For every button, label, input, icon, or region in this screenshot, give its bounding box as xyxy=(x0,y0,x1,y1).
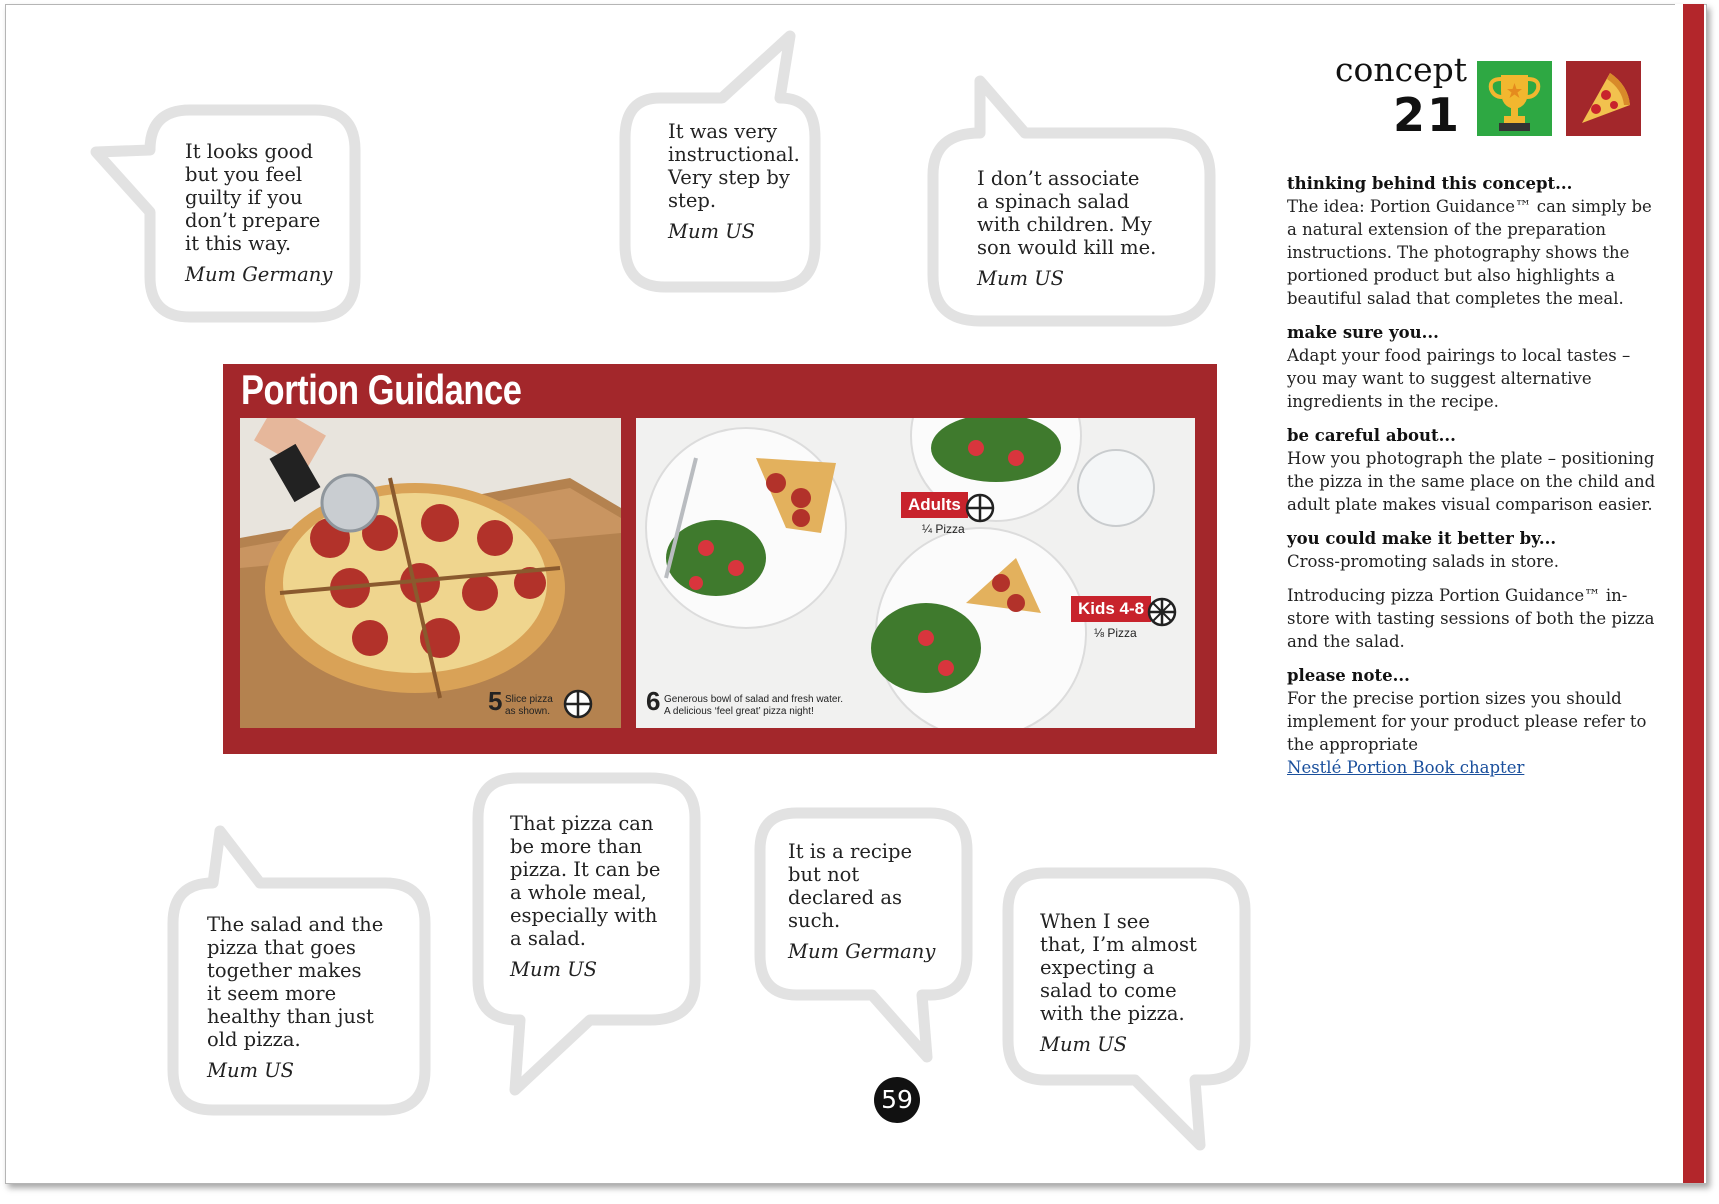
step-number: 5 xyxy=(488,686,503,716)
note-text: For the precise portion sizes you should implement for your product please refer to the appropriate xyxy=(1287,689,1647,754)
kids-portion-size: ⅛ Pizza xyxy=(1094,626,1137,640)
pizza-slice-icon xyxy=(1566,61,1641,136)
trophy-icon xyxy=(1477,61,1552,136)
section-heading: you could make it better by... xyxy=(1287,529,1557,548)
quote-bubble xyxy=(165,825,450,1125)
adults-portion-size: ¼ Pizza xyxy=(922,522,965,536)
concept-notes xyxy=(1287,172,1657,779)
portion-guidance-banner xyxy=(223,364,1217,754)
step-caption: Generous bowl of salad and fresh water. A delicious ‘feel great’ pizza night! xyxy=(664,694,843,717)
section-text: Cross-promoting salads in store. xyxy=(1287,552,1560,571)
bubble-quote: It was very instructional. Very step by step. xyxy=(668,120,800,212)
bubble-author: Mum US xyxy=(977,267,1065,290)
adults-portion-label: Adults xyxy=(901,492,968,518)
section-text xyxy=(1287,687,1657,779)
quote-bubble xyxy=(1000,865,1255,1150)
step-caption: Slice pizza as shown. xyxy=(505,694,553,717)
section-heading: be careful about... xyxy=(1287,426,1456,445)
red-side-strip xyxy=(1683,4,1704,1183)
concept-number: 21 xyxy=(1393,88,1462,142)
section-heading: thinking behind this concept... xyxy=(1287,174,1573,193)
bubble-quote: It looks good but you feel guilty if you don’t prepare it this way. xyxy=(185,140,321,255)
bubble-quote: I don’t associate a spinach salad with children. My son would kill me. xyxy=(977,167,1157,259)
bubble-author: Mum US xyxy=(668,220,756,243)
pizza-slicing-photo xyxy=(240,418,621,728)
bubble-quote: That pizza can be more than pizza. It can be a whole meal, especially with a salad. xyxy=(510,812,661,950)
bubble-author: Mum US xyxy=(207,1059,295,1082)
quote-bubble xyxy=(752,805,977,1070)
plates-illustration xyxy=(636,418,1195,728)
banner-title: Portion Guidance xyxy=(241,366,522,413)
bubble-quote: The salad and the pizza that goes together makes it seem more healthy than just old pizza. xyxy=(207,913,384,1051)
quote-bubble xyxy=(470,770,720,1105)
section-heading: make sure you... xyxy=(1287,323,1439,342)
quarter-pizza-icon xyxy=(562,688,594,720)
bubble-author: Mum US xyxy=(1040,1033,1128,1056)
portion-book-link[interactable]: Nestlé Portion Book chapter xyxy=(1287,758,1525,777)
bubble-quote: It is a recipe but not declared as such. xyxy=(788,840,913,932)
step-number: 6 xyxy=(646,686,661,716)
quote-bubble xyxy=(620,30,845,300)
section-text: Adapt your food pairings to local tastes – you may want to suggest alternative ingredients in the recipe. xyxy=(1287,346,1631,411)
kids-portion-label: Kids 4-8 xyxy=(1071,596,1151,622)
quote-bubble xyxy=(90,102,380,332)
section-text: Introducing pizza Portion Guidance™ in-store with tasting sessions of both the pizza and the salad. xyxy=(1287,586,1655,651)
bubble-quote: When I see that, I’m almost expecting a salad to come with the pizza. xyxy=(1040,910,1197,1025)
page-number: 59 xyxy=(874,1077,920,1123)
plated-pizza-salad-photo xyxy=(636,418,1195,728)
section-heading: please note... xyxy=(1287,666,1410,685)
concept-label: concept xyxy=(1335,50,1467,89)
quarter-pizza-icon xyxy=(964,492,996,524)
bubble-author: Mum Germany xyxy=(788,940,936,963)
bubble-author: Mum US xyxy=(510,958,598,981)
pizza-photo-illustration xyxy=(240,418,621,728)
eighth-pizza-icon xyxy=(1146,596,1178,628)
section-text: How you photograph the plate – positioning the pizza in the same place on the child and adult plate makes visual comparison easier. xyxy=(1287,449,1656,514)
quote-bubble xyxy=(925,75,1225,335)
section-text: The idea: Portion Guidance™ can simply be a natural extension of the preparation instructions. The photography shows the portioned product but also highlights a beautiful salad that completes the meal. xyxy=(1287,197,1652,308)
bubble-author: Mum Germany xyxy=(185,263,333,286)
